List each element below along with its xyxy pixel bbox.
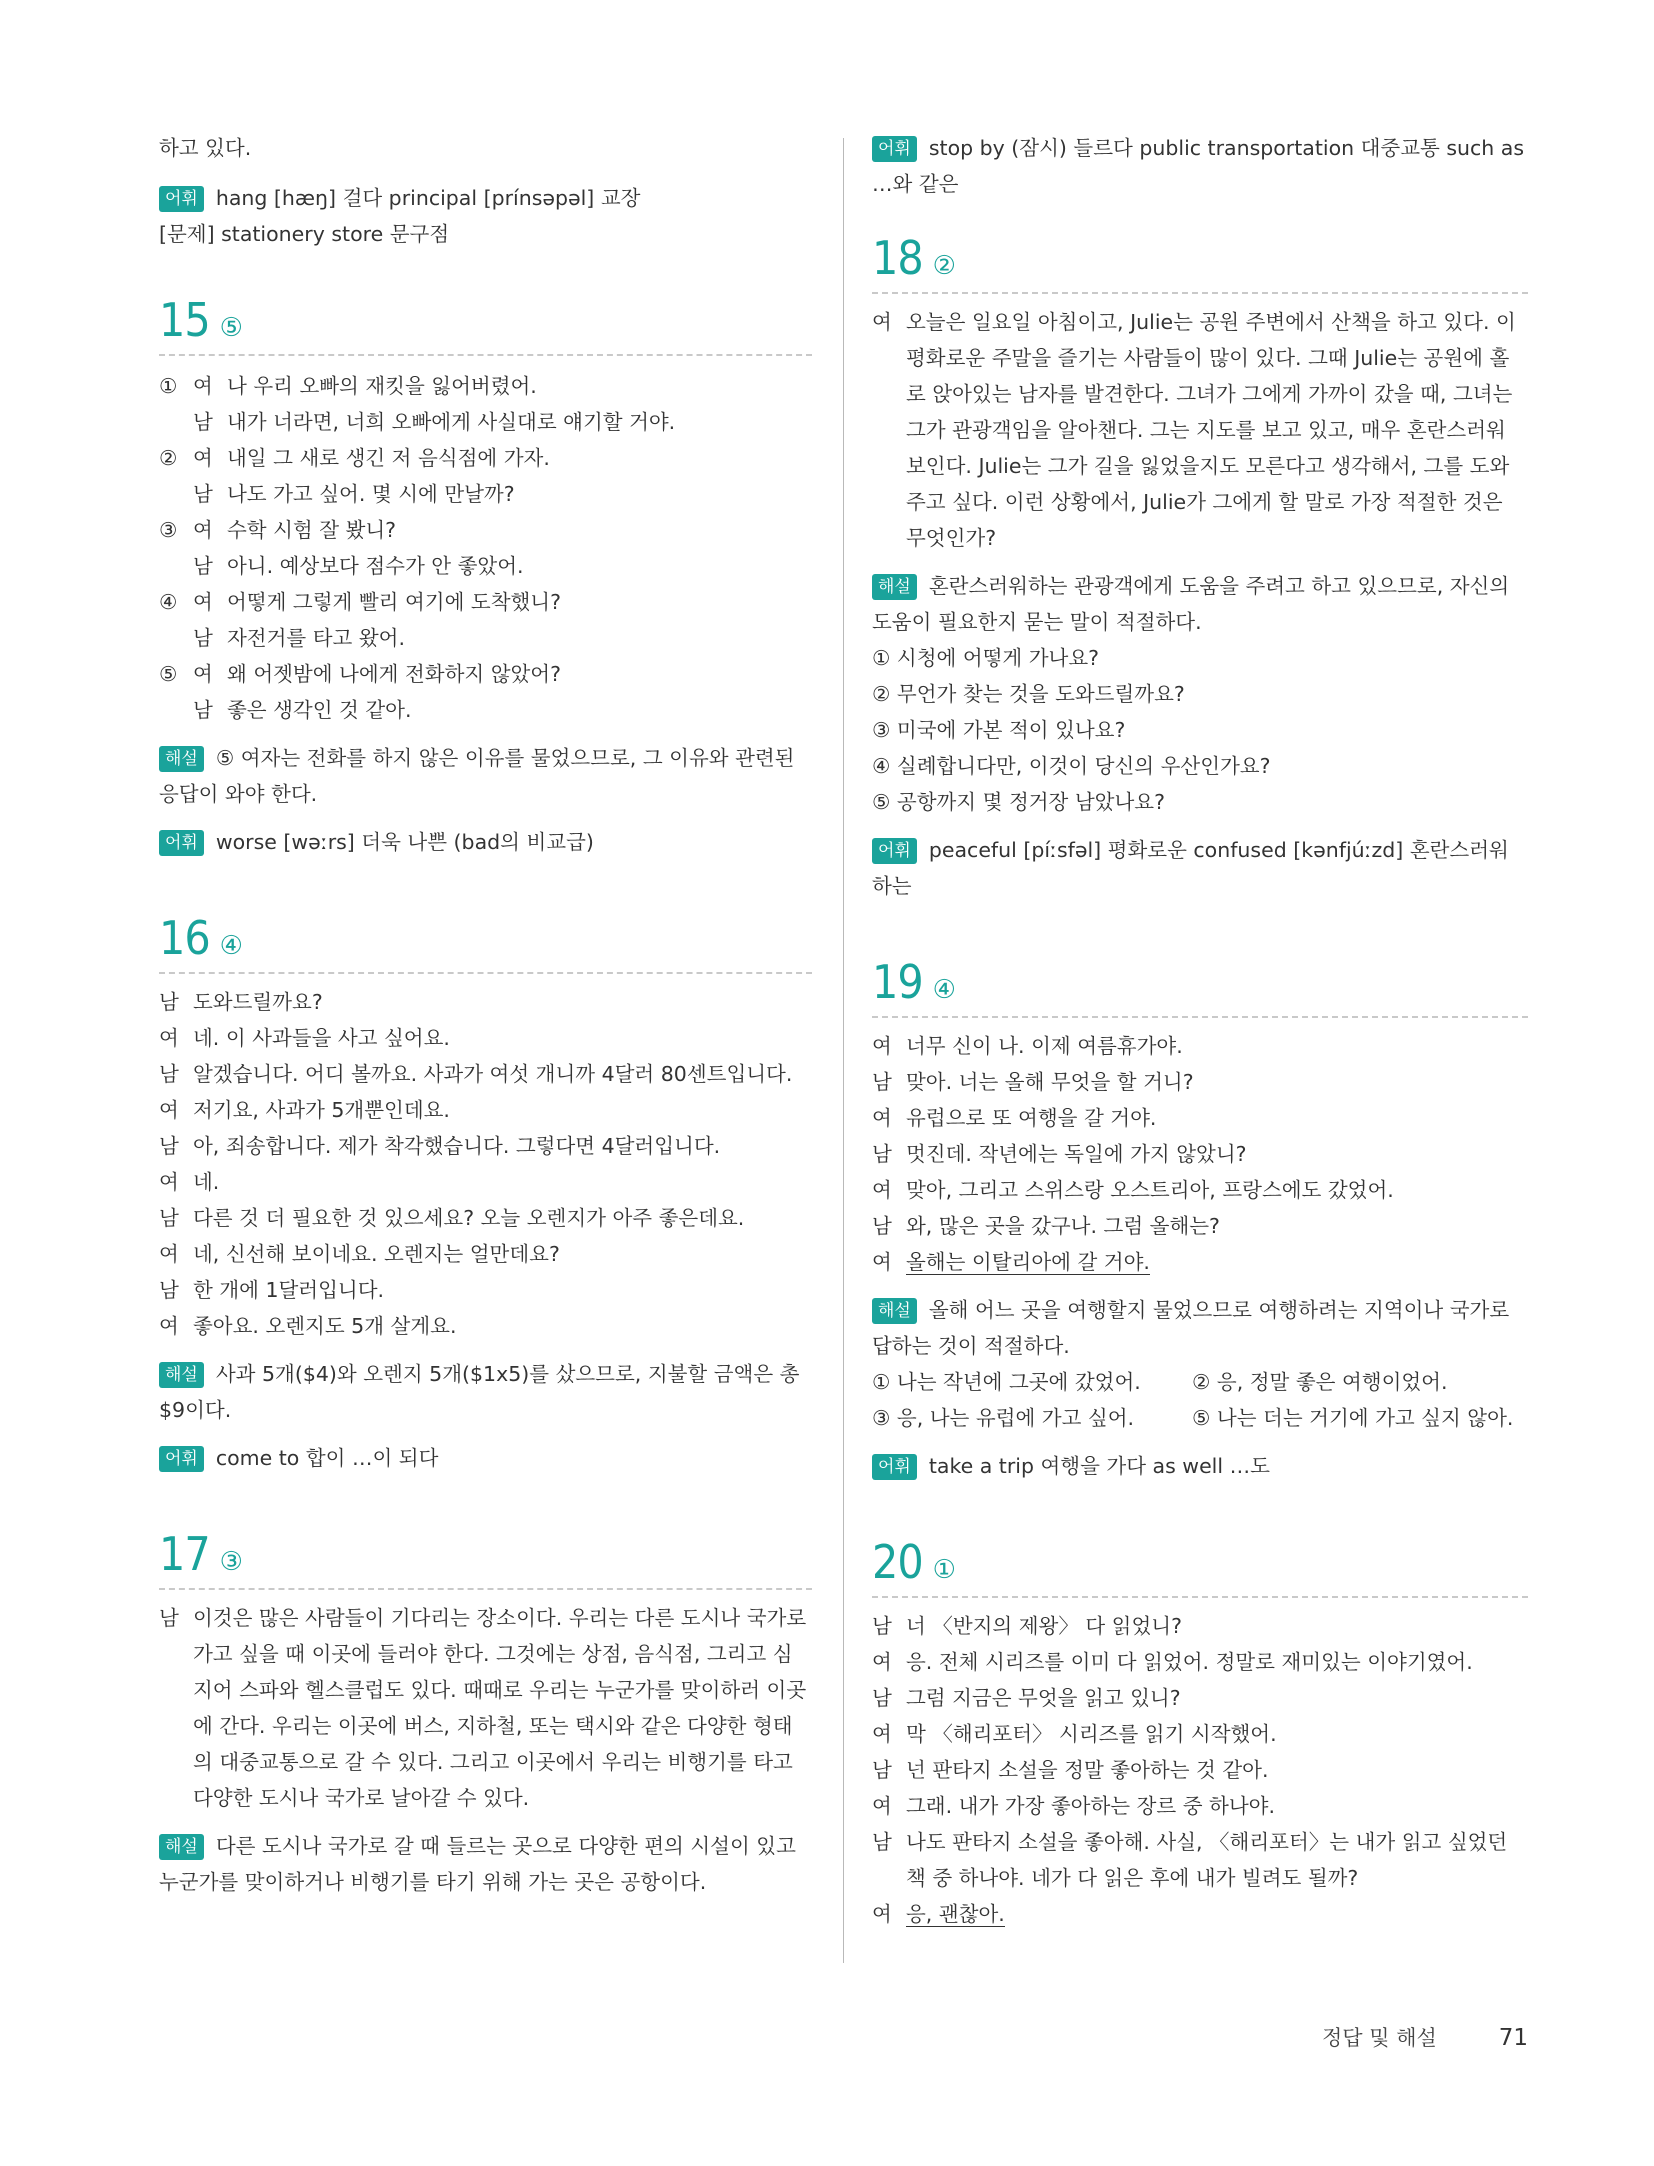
option-text: ③ 응, 나는 유럽에 가고 싶어. [872, 1406, 1135, 1430]
question-header [159, 1524, 812, 1590]
option-dialogue [193, 656, 812, 728]
speaker-label: 여 [159, 1170, 179, 1194]
dialogue-text-content: 막 〈해리포터〉 시리즈를 읽기 시작했어. [906, 1722, 1277, 1746]
answer-mark: ④ [219, 931, 243, 961]
dialogue-line [159, 1128, 812, 1164]
dialogue-line [193, 512, 812, 548]
answer-mark: ① [932, 1555, 956, 1585]
monologue-text: 이것은 많은 사람들이 기다리는 장소이다. 우리는 다른 도시나 국가로 가고 싶을 때 이곳에 들러야 한다. 그것에는 상점, 음식점, 그리고 심지어 스파와 헬스클럽도 있다. 때때로 우리는 누군가를 맞이하러 이곳에 간다. 우리는 이곳에 버스, 지하철, 또는 택시와 같은 다양한 형태의 대중교통으로 갈 수 있다. 그리고 이곳에서 우리는 비행기를 타고 다양한 도시나 국가로 날아갈 수 있다. [193, 1606, 807, 1810]
dialogue-text [906, 1244, 1528, 1280]
vocab-block [872, 832, 1528, 904]
dialogue-line [872, 1716, 1528, 1752]
speaker-label: 여 [872, 1722, 892, 1746]
option-item [159, 368, 812, 440]
speaker-label: 여 [872, 1178, 892, 1202]
option-item [159, 440, 812, 512]
dialogue-text [193, 1164, 812, 1200]
dialogue-text [193, 1092, 812, 1128]
dialogue [872, 1608, 1528, 1932]
speaker-label: 남 [159, 1606, 179, 1630]
option-number: ③ [159, 518, 178, 542]
vocab-block [159, 1440, 812, 1476]
dialogue-line [872, 1824, 1528, 1896]
option-row [872, 1364, 1528, 1400]
question-number: 20 [872, 1535, 923, 1589]
dialogue-text-content: 아, 죄송합니다. 제가 착각했습니다. 그렇다면 4달러입니다. [193, 1134, 721, 1158]
option-list [872, 640, 1528, 820]
dialogue-line [159, 1056, 812, 1092]
dialogue-text [906, 1172, 1528, 1208]
vocab-block [159, 824, 812, 860]
question-number: 17 [159, 1527, 210, 1581]
dialogue-text: 내가 너라면, 너희 오빠에게 사실대로 얘기할 거야. [227, 410, 676, 434]
answer-mark: ③ [219, 1547, 243, 1577]
speaker-label: 여 [159, 1098, 179, 1122]
vocab-tag: 어휘 [159, 830, 204, 856]
speaker-label: 여 [193, 374, 213, 398]
dialogue-text [906, 1824, 1528, 1896]
speaker-label: 남 [193, 482, 213, 506]
speaker-label: 남 [159, 1278, 179, 1302]
dialogue-line [159, 1020, 812, 1056]
answer-mark: ④ [932, 975, 956, 1005]
dialogue-text: 나도 가고 싶어. 몇 시에 만날까? [227, 482, 515, 506]
dialogue-text [906, 1064, 1528, 1100]
vocab-block [872, 130, 1528, 202]
option-text: ② 응, 정말 좋은 여행이었어. [1192, 1370, 1448, 1394]
dialogue-line [193, 620, 812, 656]
dialogue-text-content: 그럼 지금은 무엇을 읽고 있니? [906, 1686, 1181, 1710]
dialogue-text [193, 1128, 812, 1164]
dialogue-text [906, 1680, 1528, 1716]
dialogue-text [193, 1236, 812, 1272]
dialogue-text [906, 1788, 1528, 1824]
dialogue-text-content: 맞아, 그리고 스위스랑 오스트리아, 프랑스에도 갔었어. [906, 1178, 1394, 1202]
dialogue-text-content: 한 개에 1달러입니다. [193, 1278, 385, 1302]
vocab-tag: 어휘 [159, 1446, 204, 1472]
dialogue-line [193, 476, 812, 512]
speaker-label: 남 [193, 410, 213, 434]
page-footer [1322, 2022, 1528, 2052]
question-number: 18 [872, 231, 923, 285]
monologue-text: 오늘은 일요일 아침이고, Julie는 공원 주변에서 산책을 하고 있다. 이 평화로운 주말을 즐기는 사람들이 많이 있다. 그때 Julie는 공원에 홀로 앉아있는 남자를 발견한다. 그녀가 그에게 가까이 갔을 때, 그녀는 그가 관광객임을 알아챈다. 그는 지도를 보고 있고, 매우 혼란스러워 보인다. Julie는 그가 길을 잃었을지도 모른다고 생각해서, 그를 도와주고 싶다. 이런 상황에서, Julie가 그에게 할 말로 가장 적절한 것은 무엇인가? [906, 310, 1516, 550]
speaker-label: 남 [872, 1614, 892, 1638]
dialogue-text-content: 넌 판타지 소설을 정말 좋아하는 것 같아. [906, 1758, 1269, 1782]
speaker-label: 여 [193, 518, 213, 542]
dialogue-text: 어떻게 그렇게 빨리 여기에 도착했니? [227, 590, 561, 614]
option-dialogue [193, 584, 812, 656]
dialogue-line [159, 984, 812, 1020]
dialogue-text [193, 1308, 812, 1344]
column-divider [843, 138, 844, 1963]
speaker-label: 남 [193, 554, 213, 578]
explanation [872, 1292, 1528, 1364]
dialogue-text: 아니. 예상보다 점수가 안 좋았어. [227, 554, 524, 578]
speaker-label: 남 [159, 1134, 179, 1158]
option-item [159, 512, 812, 584]
option-text: ④ 실례합니다만, 이것이 당신의 우산인가요? [872, 754, 1271, 778]
speaker-label: 남 [872, 1830, 892, 1854]
dialogue-text-content: 알겠습니다. 어디 볼까요. 사과가 여섯 개니까 4달러 80센트입니다. [193, 1062, 793, 1086]
explanation [159, 740, 812, 812]
dialogue-line [159, 1092, 812, 1128]
option-item [159, 656, 812, 728]
vocab-block [872, 1448, 1528, 1484]
vocab-text: hang [hæŋ] 걸다 principal [prínsəpəl] 교장 [215, 186, 641, 210]
vocab-text: stop by (잠시) 들르다 public transportation 대중교통 such as …와 같은 [872, 136, 1525, 196]
dialogue-text [193, 1272, 812, 1308]
speaker-label: 여 [872, 1650, 892, 1674]
explanation-text: 다른 도시나 국가로 갈 때 들르는 곳으로 다양한 편의 시설이 있고 누군가를 맞이하거나 비행기를 타기 위해 가는 곳은 공항이다. [159, 1834, 796, 1894]
dialogue-line [193, 440, 812, 476]
question-number: 15 [159, 293, 210, 347]
dialogue-text [193, 1200, 812, 1236]
question-header [872, 1532, 1528, 1598]
dialogue-text-content: 좋아요. 오렌지도 5개 살게요. [193, 1314, 457, 1338]
dialogue-line [872, 1896, 1528, 1932]
dialogue-line [159, 1308, 812, 1344]
dialogue-text-content: 네, 신선해 보이네요. 오렌지는 얼만데요? [193, 1242, 560, 1266]
dialogue-text-content: 너무 신이 나. 이제 여름휴가야. [906, 1034, 1183, 1058]
dialogue-text-content: 유럽으로 또 여행을 갈 거야. [906, 1106, 1157, 1130]
dialogue-line [872, 1136, 1528, 1172]
dialogue-text: 내일 그 새로 생긴 저 음식점에 가자. [227, 446, 550, 470]
dialogue [159, 984, 812, 1344]
dialogue-text-content: 그래. 내가 가장 좋아하는 장르 중 하나야. [906, 1794, 1275, 1818]
dialogue-line [193, 404, 812, 440]
speaker-label: 남 [193, 698, 213, 722]
option-dialogue [193, 512, 812, 584]
dialogue-line [872, 1244, 1528, 1280]
dialogue-text-content: 응, 괜찮아. [906, 1902, 1005, 1926]
dialogue-text [906, 1752, 1528, 1788]
speaker-label: 남 [872, 1686, 892, 1710]
option-number: ① [159, 374, 178, 398]
dialogue-text [193, 1056, 812, 1092]
explanation-tag: 해설 [872, 574, 917, 600]
explanation-tag: 해설 [872, 1298, 917, 1324]
dialogue-line [872, 1208, 1528, 1244]
option-text: ③ 미국에 가본 적이 있나요? [872, 718, 1126, 742]
speaker-label: 여 [872, 1902, 892, 1926]
dialogue-text-content: 너 〈반지의 제왕〉 다 읽었니? [906, 1614, 1182, 1638]
monologue [872, 304, 1528, 556]
dialogue-line [872, 1788, 1528, 1824]
dialogue-text-content: 도와드릴까요? [193, 990, 323, 1014]
dialogue-text-content: 응. 전체 시리즈를 이미 다 읽었어. 정말로 재미있는 이야기였어. [906, 1650, 1473, 1674]
dialogue-line [872, 1100, 1528, 1136]
vocab-text: come to 합이 …이 되다 [215, 1446, 439, 1470]
question-header [872, 952, 1528, 1018]
speaker-label: 남 [193, 626, 213, 650]
speaker-label: 남 [872, 1758, 892, 1782]
speaker-label: 여 [159, 1026, 179, 1050]
dialogue-text-content: 저기요, 사과가 5개뿐인데요. [193, 1098, 450, 1122]
speaker-label: 여 [872, 1794, 892, 1818]
dialogue-text [906, 1208, 1528, 1244]
vocab-tag: 어휘 [872, 136, 917, 162]
dialogue-text-content: 네. [193, 1170, 220, 1194]
dialogue-text: 수학 시험 잘 봤니? [227, 518, 397, 542]
vocab-block [159, 180, 812, 252]
dialogue-text: 나 우리 오빠의 재킷을 잃어버렸어. [227, 374, 537, 398]
dialogue-text-content: 와, 많은 곳을 갔구나. 그럼 올해는? [906, 1214, 1220, 1238]
dialogue [872, 1028, 1528, 1280]
speaker-label: 남 [159, 1062, 179, 1086]
speaker-label: 여 [159, 1314, 179, 1338]
intro-line: 하고 있다. [159, 136, 252, 160]
page-number: 71 [1498, 2025, 1529, 2051]
option-text: ⑤ 나는 더는 거기에 가고 싶지 않아. [1192, 1406, 1514, 1430]
speaker-label: 여 [872, 1250, 892, 1274]
speaker-label: 여 [872, 310, 892, 334]
option-text: ① 나는 작년에 그곳에 갔었어. [872, 1370, 1141, 1394]
option-dialogue [193, 440, 812, 512]
speaker-label: 남 [159, 990, 179, 1014]
speaker-label: 남 [872, 1214, 892, 1238]
explanation-tag: 해설 [159, 1362, 204, 1388]
dialogue-line [872, 1172, 1528, 1208]
speaker-label: 여 [193, 590, 213, 614]
dialogue-text [193, 984, 812, 1020]
explanation-tag: 해설 [159, 1834, 204, 1860]
speaker-label: 남 [872, 1070, 892, 1094]
dialogue-line [159, 1200, 812, 1236]
option-text: ② 무언가 찾는 것을 도와드릴까요? [872, 682, 1185, 706]
dialogue-text [906, 1896, 1528, 1932]
option-row [872, 1400, 1528, 1436]
dialogue-line [193, 656, 812, 692]
explanation-text: 올해 어느 곳을 여행할지 물었으므로 여행하려는 지역이나 국가로 답하는 것이 적절하다. [872, 1298, 1510, 1358]
question-header [159, 908, 812, 974]
vocab-tag: 어휘 [872, 1454, 917, 1480]
question-number: 19 [872, 955, 923, 1009]
dialogue-line [193, 584, 812, 620]
dialogue-line [159, 1272, 812, 1308]
vocab-text: peaceful [píːsfəl] 평화로운 confused [kənfjúːzd] 혼란스러워하는 [872, 838, 1509, 898]
question-header [872, 228, 1528, 294]
dialogue-text-content: 맞아. 너는 올해 무엇을 할 거니? [906, 1070, 1194, 1094]
vocab-tag: 어휘 [159, 186, 204, 212]
left-column [159, 130, 812, 1900]
dialogue-line [872, 1680, 1528, 1716]
dialogue-text: 좋은 생각인 것 같아. [227, 698, 412, 722]
dialogue-text-content: 멋진데. 작년에는 독일에 가지 않았니? [906, 1142, 1247, 1166]
answer-mark: ⑤ [219, 313, 243, 343]
option-list [159, 368, 812, 728]
answer-mark: ② [932, 251, 956, 281]
dialogue-text [906, 1716, 1528, 1752]
dialogue-text: 왜 어젯밤에 나에게 전화하지 않았어? [227, 662, 561, 686]
dialogue-text-content: 네. 이 사과들을 사고 싶어요. [193, 1026, 450, 1050]
explanation [159, 1356, 812, 1428]
vocab-text: [문제] stationery store 문구점 [159, 222, 450, 246]
dialogue-text [906, 1028, 1528, 1064]
option-number: ② [159, 446, 178, 470]
explanation-tag: 해설 [159, 746, 204, 772]
dialogue-line [872, 1644, 1528, 1680]
dialogue-line [159, 1164, 812, 1200]
option-item [159, 584, 812, 656]
question-header [159, 290, 812, 356]
dialogue-text: 자전거를 타고 왔어. [227, 626, 405, 650]
option-text: ① 시청에 어떻게 가나요? [872, 646, 1100, 670]
footer-label: 정답 및 해설 [1322, 2026, 1437, 2050]
right-column [872, 130, 1528, 1932]
dialogue-text [906, 1608, 1528, 1644]
dialogue-text [906, 1644, 1528, 1680]
dialogue-line [872, 1608, 1528, 1644]
dialogue-text [906, 1136, 1528, 1172]
question-number: 16 [159, 911, 210, 965]
speaker-label: 여 [159, 1242, 179, 1266]
dialogue-line [872, 1028, 1528, 1064]
speaker-label: 남 [872, 1142, 892, 1166]
vocab-text: take a trip 여행을 가다 as well …도 [928, 1454, 1270, 1478]
dialogue-text [906, 1100, 1528, 1136]
dialogue-line [193, 368, 812, 404]
dialogue-line [193, 692, 812, 728]
option-number: ⑤ [159, 662, 178, 686]
speaker-label: 여 [193, 446, 213, 470]
dialogue-line [193, 548, 812, 584]
speaker-label: 여 [872, 1034, 892, 1058]
explanation-text: ⑤ 여자는 전화를 하지 않은 이유를 물었으므로, 그 이유와 관련된 응답이 와야 한다. [159, 746, 795, 806]
dialogue-line [872, 1752, 1528, 1788]
speaker-label: 여 [193, 662, 213, 686]
dialogue-text [193, 1020, 812, 1056]
explanation-text: 혼란스러워하는 관광객에게 도움을 주려고 하고 있으므로, 자신의 도움이 필요한지 묻는 말이 적절하다. [872, 574, 1510, 634]
vocab-tag: 어휘 [872, 838, 917, 864]
option-text: ⑤ 공항까지 몇 정거장 남았나요? [872, 790, 1165, 814]
dialogue-text-content: 올해는 이탈리아에 갈 거야. [906, 1250, 1150, 1274]
vocab-text: worse [wəːrs] 더욱 나쁜 (bad의 비교급) [215, 830, 594, 854]
speaker-label: 남 [159, 1206, 179, 1230]
monologue [159, 1600, 812, 1816]
explanation [159, 1828, 812, 1900]
dialogue-text-content: 나도 판타지 소설을 좋아해. 사실, 〈해리포터〉는 내가 읽고 싶었던 책 중 하나야. 네가 다 읽은 후에 내가 빌려도 될까? [906, 1830, 1508, 1890]
explanation-text: 사과 5개($4)와 오렌지 5개($1x5)를 샀으므로, 지불할 금액은 총 $9이다. [159, 1362, 800, 1422]
dialogue-line [159, 1236, 812, 1272]
dialogue-text-content: 다른 것 더 필요한 것 있으세요? 오늘 오렌지가 아주 좋은데요. [193, 1206, 745, 1230]
dialogue-line [872, 1064, 1528, 1100]
option-number: ④ [159, 590, 178, 614]
option-dialogue [193, 368, 812, 440]
speaker-label: 여 [872, 1106, 892, 1130]
explanation [872, 568, 1528, 640]
